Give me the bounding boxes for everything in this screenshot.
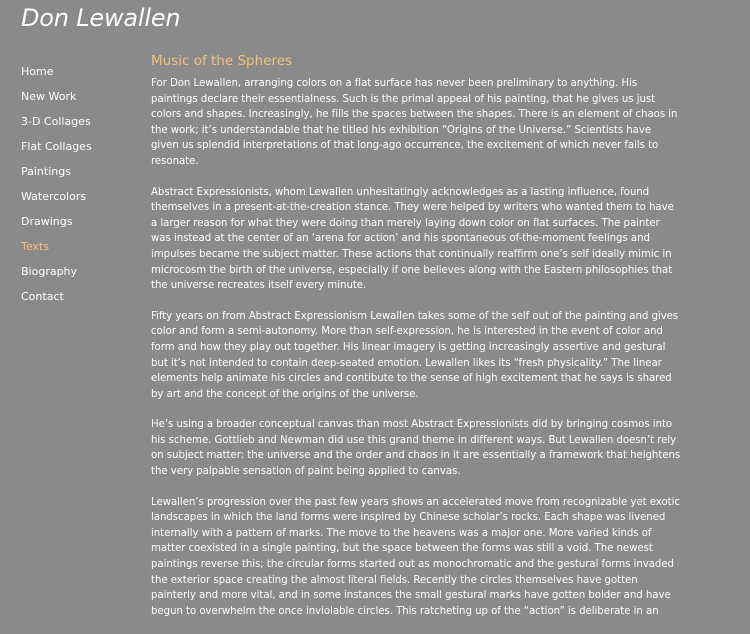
nav-item-home[interactable]: Home (21, 65, 54, 78)
nav-item-contact[interactable]: Contact (21, 290, 64, 303)
nav-item-new-work[interactable]: New Work (21, 90, 77, 103)
nav-item-3d-collages[interactable]: 3-D Collages (21, 115, 91, 128)
article-content (151, 52, 681, 634)
site-title[interactable]: Don Lewallen (21, 4, 181, 32)
article-paragraph: Lewallen’s progression over the past few years shows an accelerated move from recognizable yet exotic landscapes in which the land forms were inspired by Chinese scholar’s rocks. Each shape was livened internally with a pattern of marks. The move to the heavens was a major one. More varied kinds of matter coexisted in a single painting, but the space between the forms was still a void. The newest paintings reverse this; the circular forms started out as monochromatic and the gestural forms invaded the exterior space creating the almost literal fields. Recently the circles themselves have gotten painterly and more vital, and in some instances the small gestural marks have gotten bolder and have begun to overwhelm the once inviolable circles. This ratcheting up of the “action” is deliberate in an (151, 496, 680, 617)
nav-item-biography[interactable]: Biography (21, 265, 78, 278)
nav-item-watercolors[interactable]: Watercolors (21, 190, 87, 203)
nav-item-flat-collages[interactable]: Flat Collages (21, 140, 92, 153)
nav-item-texts[interactable]: Texts (21, 240, 49, 253)
article-title: Music of the Spheres (151, 53, 293, 69)
article-paragraph: For Don Lewallen, arranging colors on a flat surface has never been preliminary to anything. His paintings declare their essentialness. Such is the primal appeal of his painting, that he gives us just colors and shapes. Increasingly, he fills the spaces between the shapes. There is an element of chaos in the work; it’s understandable that he titled his exhibition “Origins of the Universe.” Scientists have given us splendid interpretations of that long-ago occurrence, the excitement of which never fails to resonate. (151, 78, 678, 167)
article-paragraph: He’s using a broader conceptual canvas than most Abstract Expressionists did by bringing cosmos into his scheme. Gottlieb and Newman did use this grand theme in different ways. But Lewallen doesn’t rely on subject matter: the universe and the order and chaos in it are essentially a framework that heightens the very palpable sensation of paint being applied to canvas. (151, 419, 681, 478)
nav-item-drawings[interactable]: Drawings (21, 215, 73, 228)
article-paragraph: Abstract Expressionists, whom Lewallen unhesitatingly acknowledges as a lasting influence, found themselves in a present-at-the-creation stance. They were helped by writers who wanted them to have a larger reason for what they were doing than merely laying down color on flat surfaces. The painter was instead at the center of an ‘arena for action’ and his spontaneous of-the-moment feelings and impulses became the subject matter. These actions that continually reaffirm one’s self ideally mimic in microcosm the birth of the universe, especially if one believes along with the Eastern philosophies that the universe recreates itself every minute. (151, 186, 674, 292)
main-nav (21, 64, 92, 314)
article-paragraph: Fifty years on from Abstract Expressionism Lewallen takes some of the self out of the painting and gives color and form a semi-autonomy. More than self-expression, he is interested in the event of color and form and how they play out together. His linear imagery is getting increasingly assertive and gestural but it’s not intended to contain deep-seated emotion. Lewallen likes its “fresh physicality.” The linear elements help animate his circles and contibute to the sense of high excitement that he says is shared by art and the concept of the origins of the universe. (151, 310, 679, 400)
nav-item-paintings[interactable]: Paintings (21, 165, 71, 178)
